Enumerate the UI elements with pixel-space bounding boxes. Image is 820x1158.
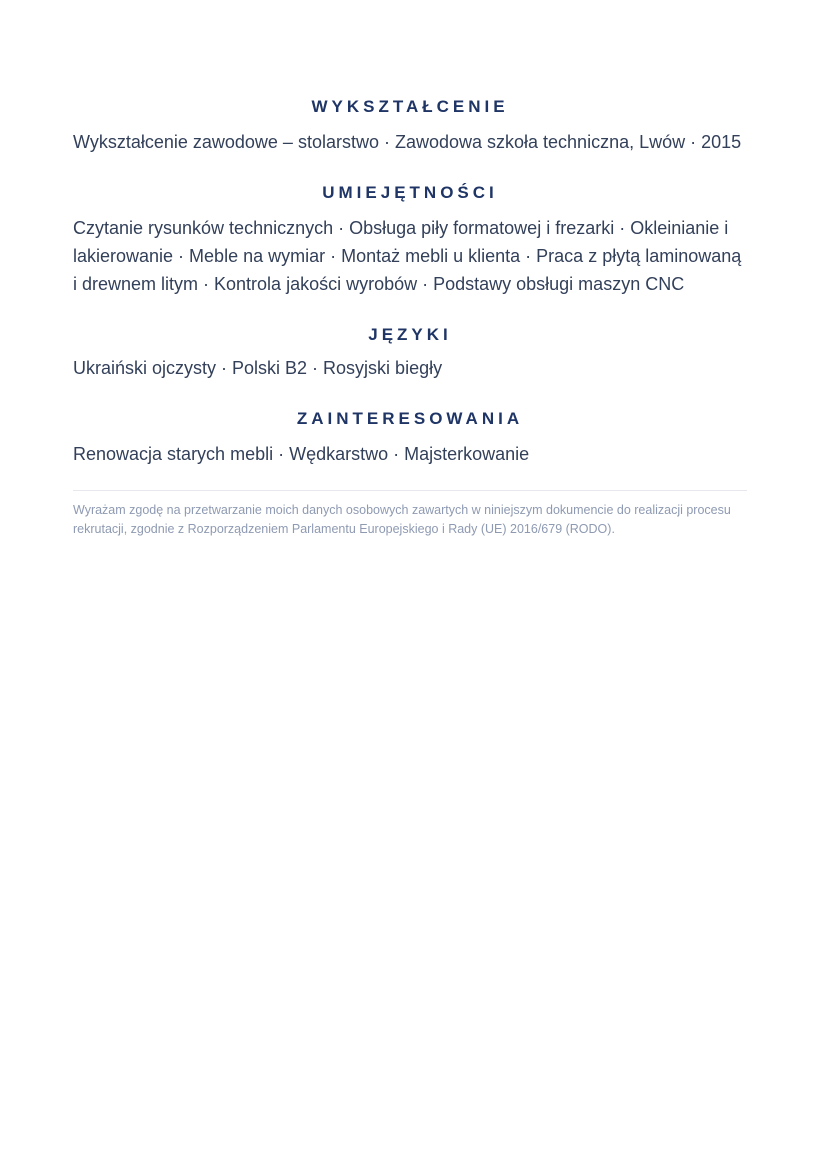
education-heading: WYKSZTAŁCENIE: [311, 97, 509, 116]
education-section: [73, 96, 747, 156]
interests-text: Renowacja starych mebli · Wędkarstwo · Majsterkowanie: [73, 444, 530, 464]
skills-heading: UMIEJĘTNOŚCI: [322, 183, 498, 202]
consent-divider: [73, 490, 747, 491]
cv-page: [73, 96, 747, 552]
skills-section: [73, 182, 747, 298]
languages-text: Ukraiński ojczysty · Polski B2 · Rosyjski biegły: [73, 358, 443, 378]
languages-heading: JĘZYKI: [368, 325, 452, 344]
skills-text: Czytanie rysunków technicznych · Obsługa piły formatowej i frezarki · Okleinianie i lakierowanie · Meble na wymiar · Montaż mebli u klienta · Praca z płytą laminowaną i drewnem litym · Kontrola jakości wyrobów · Podstawy obsługi maszyn CNC: [73, 218, 742, 294]
interests-section: [73, 408, 747, 468]
interests-heading: ZAINTERESOWANIA: [296, 409, 524, 428]
languages-section: [73, 324, 747, 382]
gdpr-consent-clause: Wyrażam zgodę na przetwarzanie moich danych osobowych zawartych w niniejszym dokumencie do realizacji procesu rekrutacji, zgodnie z Rozporządzeniem Parlamentu Europejskiego i Rady (UE) 2016/679 (RODO).: [73, 503, 731, 536]
education-text: Wykształcenie zawodowe – stolarstwo · Zawodowa szkoła techniczna, Lwów · 2015: [73, 132, 742, 152]
